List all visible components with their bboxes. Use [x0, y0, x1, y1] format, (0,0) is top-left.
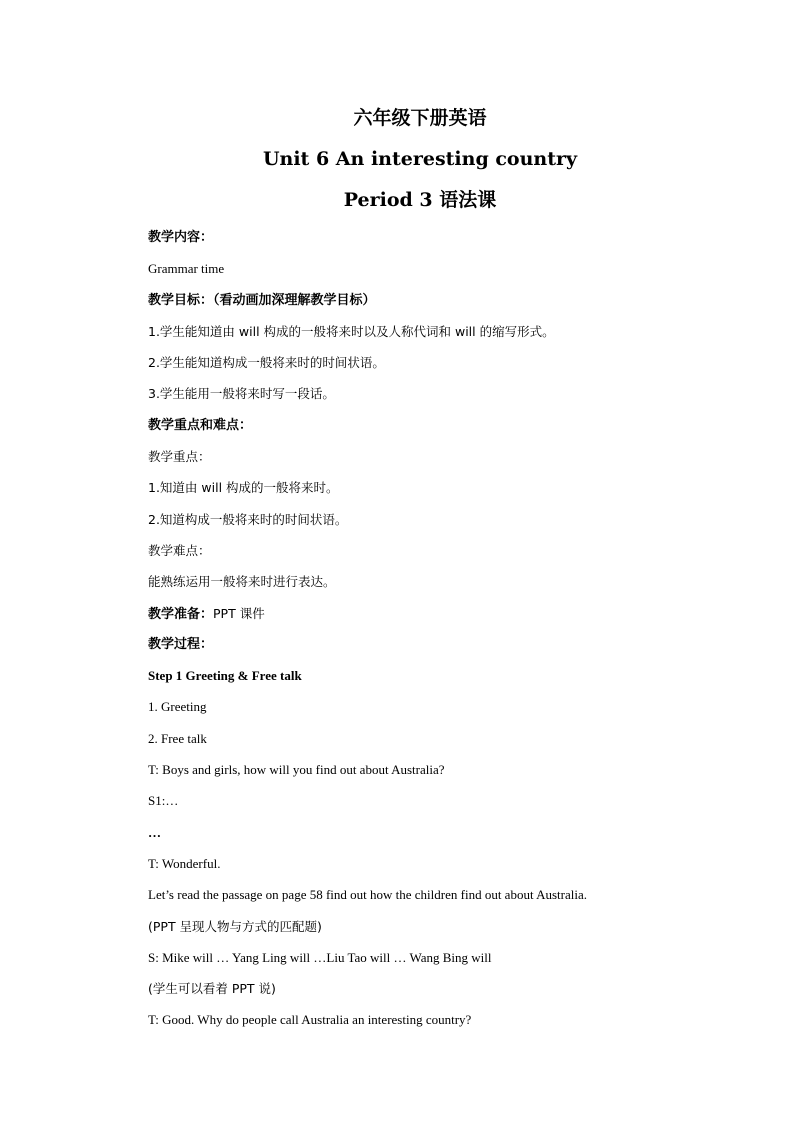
body-line: T: Good. Why do people call Australia an interesting country?: [148, 1012, 472, 1028]
body-line: (PPT 呈现人物与方式的匹配题): [148, 918, 322, 934]
body-line: 2.学生能知道构成一般将来时的时间状语。: [148, 355, 385, 371]
unit-title: Unit 6 An interesting country: [262, 148, 578, 170]
body-line: 3.学生能用一般将来时写一段话。: [148, 386, 335, 402]
body-line: 教学重点：: [148, 449, 211, 465]
section-heading-content: 教学内容：: [148, 230, 214, 245]
section-heading-process: 教学过程：: [148, 636, 214, 652]
body-line: Grammar time: [148, 261, 225, 277]
body-line: S1:…: [148, 793, 179, 809]
period-title: Period 3 语法课: [343, 189, 497, 211]
body-line: 1. Greeting: [148, 699, 207, 715]
body-line: T: Boys and girls, how will you find out about Australia?: [148, 762, 445, 778]
body-line: S: Mike will … Yang Ling will …Liu Tao will … Wang Bing will: [148, 949, 492, 965]
grade-title: 六年级下册英语: [353, 107, 487, 129]
body-line: 能熟练运用一般将来时进行表达。: [148, 574, 336, 590]
body-line: Let’s read the passage on page 58 find out how the children find out about Australia.: [148, 887, 587, 903]
ellipsis-line: …: [148, 824, 161, 840]
body-line: 1.学生能知道由 will 构成的一般将来时以及人称代词和 will 的缩写形式。: [148, 323, 555, 339]
section-heading-objectives: 教学目标：（看动画加深理解教学目标）: [148, 292, 376, 308]
document-body: [148, 222, 748, 1036]
body-line: 教学难点：: [148, 542, 211, 558]
body-line: 1.知道由 will 构成的一般将来时。: [148, 480, 339, 496]
section-heading-key-points: 教学重点和难点：: [148, 417, 253, 433]
body-line: 2. Free talk: [148, 730, 207, 746]
body-line: 2.知道构成一般将来时的时间状语。: [148, 511, 348, 527]
body-line: T: Wonderful.: [148, 855, 221, 871]
preparation-line: [148, 598, 748, 629]
body-line: (学生可以看着 PPT 说): [148, 981, 276, 997]
section-heading-preparation: 教学准备：: [148, 606, 214, 622]
preparation-value: PPT 课件: [213, 605, 265, 621]
step-heading: Step 1 Greeting & Free talk: [148, 668, 302, 684]
